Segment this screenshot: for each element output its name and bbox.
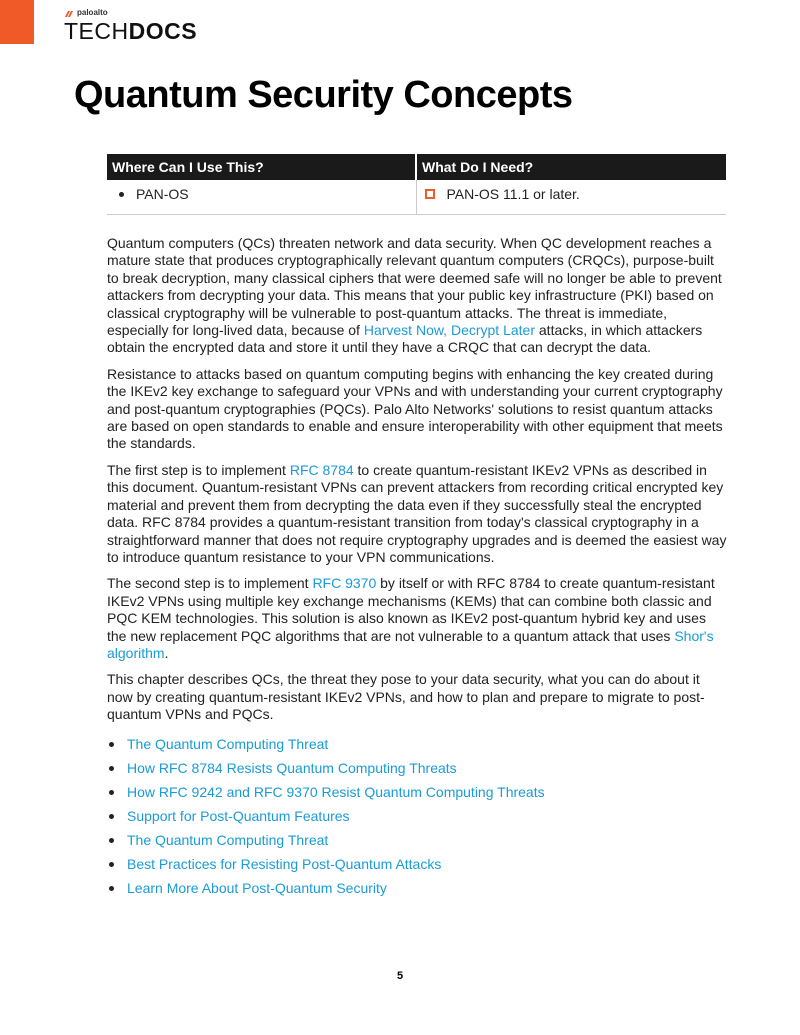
- list-item: [107, 781, 729, 805]
- where-item-panos: PAN-OS: [136, 186, 189, 202]
- logo-wordmark: [64, 19, 197, 43]
- paloalto-logo-icon: [64, 9, 74, 18]
- bullet-icon: [119, 192, 124, 197]
- brand-small-text: paloalto: [77, 8, 108, 17]
- paragraph-intro: Quantum computers (QCs) threaten network and data security. When QC development reaches a mature state that produces cryptographically relevant quantum computers (CRQCs), purpose-built to break decryption, many classical ciphers that were deemed safe will no longer be able to prevent attackers from decrypting your data. This means that your public key infrastructure (PKI) based on classical cryptography will be vulnerable to post-quantum attacks. The threat is immediate, especially for long-lived data, because of Harvest Now, Decrypt Later attacks, in which attackers obtain the encrypted data and store it until they have a CRQC that can decrypt the data.: [107, 235, 722, 356]
- table-row: [107, 180, 726, 214]
- list-item: [107, 733, 729, 757]
- topic-links-list: [107, 733, 729, 901]
- what-item-version: PAN-OS 11.1 or later.: [446, 186, 580, 202]
- table-cell-what: [416, 180, 726, 214]
- topic-link-best-practices[interactable]: Best Practices for Resisting Post-Quantum Attacks: [127, 855, 442, 872]
- topic-link-rfc8784[interactable]: How RFC 8784 Resists Quantum Computing Threats: [127, 759, 457, 776]
- table-header-where: Where Can I Use This?: [107, 154, 416, 180]
- table-header-what: What Do I Need?: [416, 154, 726, 180]
- bullet-icon: [109, 766, 114, 771]
- topic-link-rfc9242-9370[interactable]: How RFC 9242 and RFC 9370 Resist Quantum Computing Threats: [127, 783, 545, 800]
- page-title: Quantum Security Concepts: [74, 74, 573, 116]
- requirements-table: [107, 154, 726, 215]
- list-item: [107, 853, 729, 877]
- paragraph-chapter-summary: This chapter describes QCs, the threat they pose to your data security, what you can do about it now by creating quantum-resistant IKEv2 VPNs, and how to plan and prepare to migrate to post-quantum VPNs and PQCs.: [107, 671, 705, 723]
- checkbox-square-icon: [425, 189, 435, 199]
- bullet-icon: [109, 886, 114, 891]
- bullet-icon: [109, 790, 114, 795]
- shors-algorithm-link[interactable]: Shor's algorithm: [107, 627, 714, 661]
- rfc-9370-link[interactable]: RFC 9370: [312, 575, 377, 592]
- techdocs-logo[interactable]: [64, 8, 197, 43]
- topic-link-quantum-threat[interactable]: The Quantum Computing Threat: [127, 735, 329, 752]
- rfc-8784-link[interactable]: RFC 8784: [289, 461, 354, 478]
- list-item: [107, 877, 729, 901]
- topic-link-support-features[interactable]: Support for Post-Quantum Features: [127, 807, 350, 824]
- paragraph-second-step: The second step is to implement RFC 9370 by itself or with RFC 8784 to create quantum-resistant IKEv2 VPNs using multiple key exchange mechanisms (KEMs) that can combine both classic and PQC KEM technologies. This solution is also known as IKEv2 post-quantum hybrid key and uses the new replacement PQC algorithms that are not vulnerable to a quantum attack that uses Shor's algorithm.: [107, 575, 715, 661]
- list-item: [107, 805, 729, 829]
- list-item: [107, 757, 729, 781]
- bullet-icon: [109, 838, 114, 843]
- logo-docs: DOCS: [128, 18, 198, 44]
- bullet-icon: [109, 814, 114, 819]
- topic-link-learn-more[interactable]: Learn More About Post-Quantum Security: [127, 879, 387, 896]
- list-item: [107, 829, 729, 853]
- main-content: [107, 235, 729, 901]
- paragraph-first-step: The first step is to implement RFC 8784 to create quantum-resistant IKEv2 VPNs as described in this document. Quantum-resistant VPNs can prevent attackers from recording critical encrypted key material and prevent them from decrypting the data even if they successfully steal the encrypted data. RFC 8784 provides a quantum-resistant transition from today's classical cryptography in a straightforward manner that does not require cryptography upgrades and is deemed the easiest way to introduce quantum resistance to your VPN communications.: [107, 461, 727, 565]
- page-number: 5: [396, 970, 404, 982]
- bullet-icon: [109, 742, 114, 747]
- topic-link-quantum-threat-2[interactable]: The Quantum Computing Threat: [127, 831, 329, 848]
- paloalto-brand: [64, 8, 197, 18]
- bullet-icon: [109, 862, 114, 867]
- harvest-now-link[interactable]: Harvest Now, Decrypt Later: [363, 322, 535, 339]
- paragraph-resistance: Resistance to attacks based on quantum computing begins with enhancing the key created during the IKEv2 key exchange to safeguard your VPNs and with understanding your current cryptography and post-quantum cryptographies (PQCs). Palo Alto Networks' solutions to resist quantum attacks are based on open standards to enable and ensure interoperability with other equipment that meets the standards.: [107, 365, 723, 452]
- brand-accent-block: [0, 0, 34, 44]
- logo-tech: TECH: [64, 18, 129, 44]
- table-cell-where: [107, 180, 416, 214]
